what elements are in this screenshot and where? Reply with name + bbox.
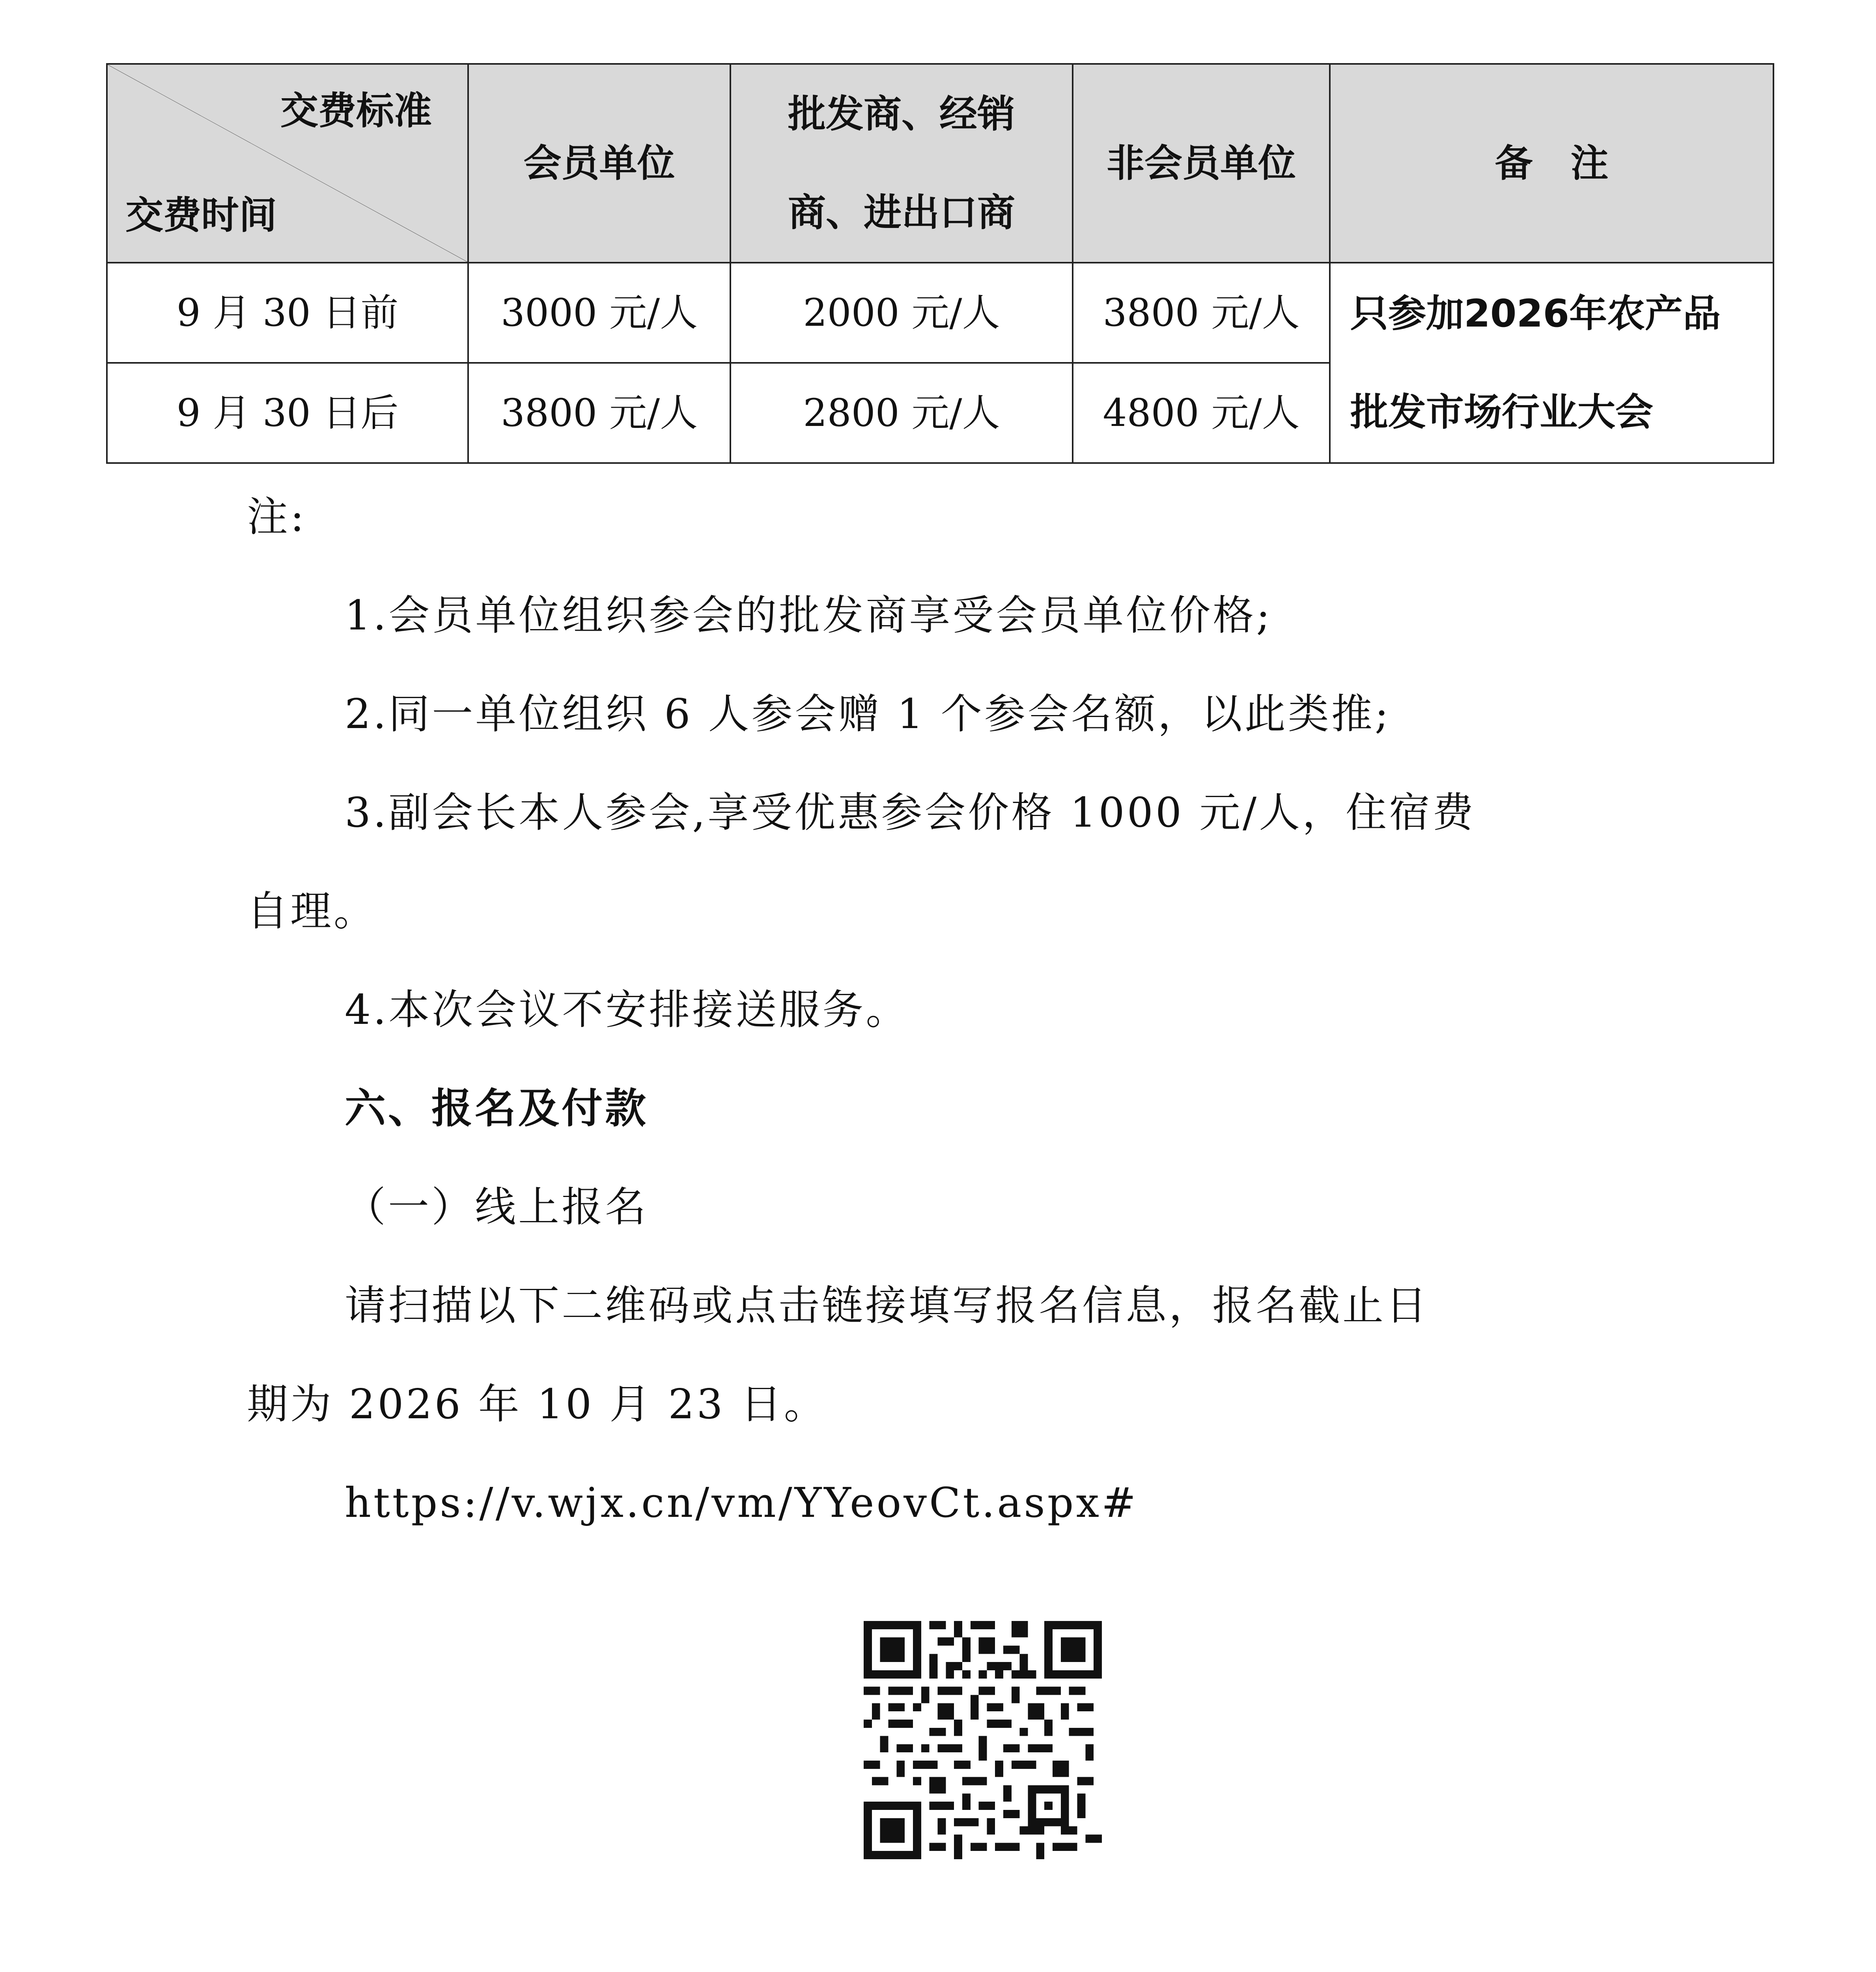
table-corner-cell	[107, 64, 468, 263]
header-member-unit: 会员单位	[468, 64, 730, 263]
row-wholesaler-price: 2800 元/人	[730, 363, 1073, 463]
row-time: 9 月 30 日前	[107, 263, 468, 363]
section-heading: 六、报名及付款	[345, 1084, 649, 1132]
row-time: 9 月 30 日后	[107, 363, 468, 463]
corner-fee-standard-label: 交费标准	[280, 89, 432, 133]
row-wholesaler-price: 2000 元/人	[730, 263, 1073, 363]
fee-table-header-row	[107, 64, 1773, 263]
online-text-line1: 请扫描以下二维码或点击链接填写报名信息，报名截止日	[345, 1281, 1430, 1330]
corner-fee-time-label: 交费时间	[125, 193, 277, 237]
subsection-heading-payment	[345, 1970, 648, 1972]
subsection-heading-online: （一）线上报名	[345, 1183, 649, 1231]
note-item-1: 1.会员单位组织参会的批发商享受会员单位价格;	[345, 591, 1273, 639]
note-item-3: 3.副会长本人参会,享受优惠参会价格 1000 元/人，住宿费	[345, 788, 1476, 837]
remark-line1: 只参加2026年农产品	[1350, 291, 1721, 336]
remark-line2: 批发市场行业大会	[1350, 390, 1653, 434]
header-wholesaler-line1: 批发商、经销	[788, 92, 1015, 136]
row-member-price: 3000 元/人	[468, 263, 730, 363]
remark-cell	[1330, 263, 1773, 463]
registration-link[interactable]: https://v.wjx.cn/vm/YYeovCt.aspx#	[345, 1479, 1139, 1527]
fee-table	[106, 63, 1774, 464]
row-nonmember-price: 4800 元/人	[1073, 363, 1330, 463]
online-text-line2: 期为 2026 年 10 月 23 日。	[247, 1380, 827, 1428]
header-wholesaler	[730, 64, 1073, 263]
qr-code-image	[864, 1621, 1102, 1859]
note-item-2: 2.同一单位组织 6 人参会赠 1 个参会名额，以此类推;	[345, 690, 1391, 738]
table-row	[107, 263, 1773, 363]
header-wholesaler-line2: 商、进出口商	[788, 190, 1015, 235]
header-nonmember-unit: 非会员单位	[1073, 64, 1330, 263]
note-item-3-cont: 自理。	[247, 887, 377, 935]
row-member-price: 3800 元/人	[468, 363, 730, 463]
row-nonmember-price: 3800 元/人	[1073, 263, 1330, 363]
header-remark: 备 注	[1330, 64, 1773, 263]
note-item-4: 4.本次会议不安排接送服务。	[345, 986, 909, 1034]
notes-label: 注:	[247, 493, 307, 541]
